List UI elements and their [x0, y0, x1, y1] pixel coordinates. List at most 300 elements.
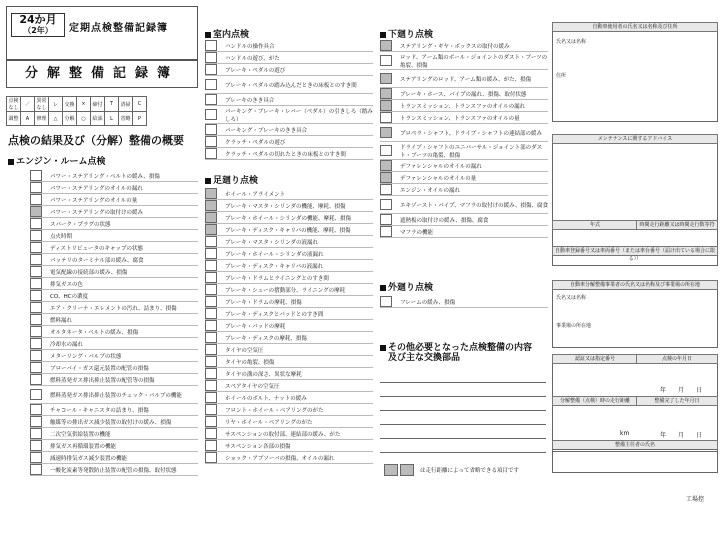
checklist-item [30, 278, 198, 290]
checklist-item [380, 52, 548, 70]
period-months: 24か月 [19, 13, 57, 26]
checkbox[interactable] [205, 272, 217, 283]
legend-cell: レ [49, 97, 63, 112]
checklist-item-label: マフラの機能 [400, 229, 434, 236]
checkbox[interactable] [30, 464, 42, 475]
checklist-item-label: 一酸化炭素等発散防止装置の配管の損傷、取付状態 [50, 467, 177, 474]
checkbox[interactable] [30, 302, 42, 313]
checklist-item-label: 冷却水の漏れ [50, 341, 84, 348]
advice-header: メンテナンスに関するアドバイス [552, 134, 718, 144]
mileage2-header: 分解整備（点検）時の走行距離 [552, 396, 638, 406]
checkbox[interactable] [380, 55, 392, 66]
checklist-item-label: トランスミッション、トランスファのオイルの漏れ [400, 103, 526, 110]
section-square-icon [8, 159, 14, 165]
legend-cell: 分解 [63, 112, 77, 126]
inspector-box [552, 280, 718, 348]
checklist-item [205, 136, 373, 148]
checkbox[interactable] [205, 236, 217, 247]
checkbox[interactable] [205, 200, 217, 211]
checklist-item-label: フロント・ホイール・ベアリングのがた [225, 407, 324, 414]
checklist-item-label: ブレーキ・ペダルの踏み込んだときの床板とのすき間 [225, 82, 357, 89]
checklist-item-label: タイヤの空気圧 [225, 347, 264, 354]
km-label: km [620, 430, 630, 437]
day-text: 日 [696, 387, 703, 394]
checkbox[interactable] [205, 332, 217, 343]
checklist-item-label: ブレーキ・シューの摺動部分、ライニングの摩耗 [225, 287, 346, 294]
write-line[interactable] [380, 438, 546, 439]
checklist-item-label: ロッド、アーム類のボール・ジョイントのダスト・ブーツの亀裂、損傷 [400, 54, 548, 69]
checklist-item-label: ハンドルの操作具合 [225, 43, 275, 50]
checklist-item-label: CO、HCの濃度 [50, 293, 89, 300]
checkbox[interactable] [380, 296, 392, 307]
checklist-item [380, 100, 548, 112]
checklist-item [205, 260, 373, 272]
checklist-item-label: 排気ガス再循環装置の機能 [50, 443, 117, 450]
checklist-item [30, 338, 198, 350]
checkbox[interactable] [205, 356, 217, 367]
checklist-item [380, 40, 548, 52]
checklist-item [30, 254, 198, 266]
checkbox[interactable] [30, 350, 42, 361]
checklist-item [205, 236, 373, 248]
checklist-item [205, 188, 373, 200]
checklist-item-label: チャコール・キャニスタの詰まり、損傷 [50, 407, 149, 414]
checklist-item-label: 減速時排気ガス減少装置の機能 [50, 455, 128, 462]
interior-checklist [205, 40, 373, 160]
legend-cell: ○ [77, 112, 91, 126]
date2-header: 整備完了した年月日 [636, 396, 718, 406]
checkbox[interactable] [30, 182, 42, 193]
checkbox[interactable] [30, 194, 42, 205]
checklist-item [205, 452, 373, 464]
period-badge [11, 13, 65, 37]
section-square-icon [380, 345, 386, 351]
checklist-item-label: ブレーキ・ホース、パイプの漏れ、損傷、取付状態 [400, 91, 527, 98]
section-square-icon [205, 178, 211, 184]
checklist-item [30, 350, 198, 362]
checklist-item [30, 440, 198, 452]
checkbox[interactable] [380, 145, 392, 156]
write-line[interactable] [380, 382, 546, 383]
checklist-item [205, 76, 373, 94]
checklist-item [205, 272, 373, 284]
checkbox[interactable] [30, 389, 42, 400]
checkbox[interactable] [30, 440, 42, 451]
checklist-item-label: パワー・ステアリングのオイルの漏れ [50, 185, 143, 192]
note [384, 464, 519, 476]
checklist-item [205, 428, 373, 440]
legend-cell: 清掃 [119, 97, 133, 112]
section-square-icon [380, 285, 386, 291]
legend-cell: 点検なし [8, 98, 19, 111]
checkbox[interactable] [30, 428, 42, 439]
checklist-item-label: ハンドルの遊び、がた [225, 55, 280, 62]
checklist-item-label: ブレーキ・ディスク・キャリパの機能、摩耗、損傷 [225, 227, 351, 234]
checkbox[interactable] [205, 94, 217, 105]
checklist-item [380, 184, 548, 196]
checkbox[interactable] [30, 206, 42, 217]
checklist-item-label: エキゾースト・パイプ、マフラの取付けの緩み、損傷、腐食 [400, 202, 548, 209]
chief-header: 整備主任者の氏名 [552, 440, 718, 450]
checklist-item-label: ブレーキのきき具合 [225, 97, 275, 104]
legend-cell: 省略 [119, 112, 133, 126]
checkbox[interactable] [205, 440, 217, 451]
parts-section-title [380, 343, 532, 363]
checklist-item-label: ブレーキ・ペダルの遊び [225, 67, 286, 74]
checkbox[interactable] [380, 160, 392, 171]
checklist-item [30, 428, 198, 440]
checklist-item [205, 40, 373, 52]
interior-section-title [205, 27, 249, 40]
checkbox[interactable] [30, 218, 42, 229]
checklist-item [205, 356, 373, 368]
checkbox[interactable] [205, 212, 217, 223]
legend-cell: △ [49, 112, 63, 126]
checklist-item [380, 88, 548, 100]
checklist-item [205, 308, 373, 320]
checklist-item-label: 燃料漏れ [50, 317, 73, 324]
checkbox[interactable] [30, 254, 42, 265]
checklist-item-label: スパーク・プラグの状態 [50, 221, 111, 228]
period-years: （2年） [23, 26, 53, 35]
checkbox[interactable] [30, 326, 42, 337]
checkbox[interactable] [205, 380, 217, 391]
checklist-item-label: デファレンシャルのオイルの量 [400, 175, 477, 182]
checkbox[interactable] [380, 127, 392, 138]
footwork-section-title [205, 173, 258, 186]
legend-cell: 調整 [7, 112, 21, 126]
engine-checklist [30, 170, 198, 476]
checklist-item-label: フレームの緩み、損傷 [400, 299, 456, 306]
checklist-item-label: タイヤの溝の深さ、異状な摩耗 [225, 371, 302, 378]
checkbox[interactable] [205, 392, 217, 403]
checkbox[interactable] [30, 230, 42, 241]
checkbox[interactable] [30, 452, 42, 463]
symbol-legend [6, 96, 147, 126]
checkbox[interactable] [205, 260, 217, 271]
checklist-item-label: トランスミッション、トランスファのオイルの量 [400, 115, 520, 122]
checklist-item [30, 374, 198, 386]
day-text: 日 [696, 432, 703, 439]
user-header: 自動車使用者の氏名又は名称及び住所 [552, 22, 718, 32]
checklist-item-label: オルタネータ・ベルトの緩み、損傷 [50, 329, 139, 336]
checklist-item-label: 排気ガスの色 [50, 281, 84, 288]
inspector-name-label: 氏名又は名称 [556, 295, 587, 301]
checklist-item [380, 70, 548, 88]
checkbox[interactable] [30, 362, 42, 373]
checklist-item [205, 224, 373, 236]
checklist-item [380, 112, 548, 124]
exterior-checklist [380, 296, 548, 308]
checklist-item [205, 344, 373, 356]
checklist-item-label: エンジン・オイルの漏れ [400, 187, 460, 194]
checkbox[interactable] [380, 199, 392, 210]
checklist-item [30, 314, 198, 326]
checkbox[interactable] [205, 124, 217, 135]
checklist-item-label: ステアリング・ギヤ・ボックスの取付の緩み [400, 43, 510, 50]
checklist-item-label: バッテリのターミナル部の緩み、腐食 [50, 257, 144, 264]
record-title: 定期点検整備記録簿 [69, 23, 168, 34]
write-line[interactable] [380, 396, 546, 397]
checklist-item-label: デファレンシャルのオイルの漏れ [400, 163, 482, 170]
checkbox[interactable] [380, 172, 392, 183]
checklist-item-label: スペアタイヤの空気圧 [225, 383, 280, 390]
engine-title-text: エンジン・ルーム点検 [16, 157, 106, 167]
checkbox[interactable] [30, 242, 42, 253]
checklist-item [205, 248, 373, 260]
checkbox[interactable] [205, 224, 217, 235]
section-square-icon [380, 32, 386, 38]
record-header [6, 6, 198, 60]
checkbox[interactable] [205, 284, 217, 295]
checkbox[interactable] [30, 278, 42, 289]
checkbox[interactable] [205, 452, 217, 463]
date-header: 点検の年月日 [636, 354, 718, 364]
checklist-item-label: ブレーキ・ディスクの摩耗、損傷 [225, 335, 307, 342]
checkbox[interactable] [205, 40, 217, 51]
checklist-item-label: プロペラ・シャフト、ドライブ・シャフトの連結部の緩み [400, 130, 542, 137]
checklist-item [380, 160, 548, 172]
checklist-item [205, 440, 373, 452]
checkbox[interactable] [380, 214, 392, 225]
record-subtitle: 分解整備記録簿 [24, 66, 179, 81]
legend-cell: 交換 [63, 97, 77, 112]
month-text: 月 [678, 432, 685, 439]
checklist-item-label: パワー・ステアリング・ベルトの緩み、損傷 [50, 173, 160, 180]
checkbox[interactable] [380, 88, 392, 99]
checklist-item [380, 214, 548, 226]
checkbox[interactable] [205, 416, 217, 427]
checklist-item [30, 302, 198, 314]
checklist-item [205, 368, 373, 380]
checklist-item [205, 320, 373, 332]
checkbox[interactable] [380, 100, 392, 111]
write-line[interactable] [380, 452, 546, 453]
checklist-item [30, 170, 198, 182]
checklist-item [380, 196, 548, 214]
checklist-item [30, 362, 198, 374]
checklist-item [205, 106, 373, 124]
write-line[interactable] [380, 410, 546, 411]
checkbox[interactable] [205, 308, 217, 319]
checkbox[interactable] [30, 416, 42, 427]
location-label: 事業場の所在地 [556, 323, 592, 329]
user-box [552, 22, 718, 122]
checklist-item [30, 326, 198, 338]
checklist-item-label: パワー・ステアリングの取付けの緩み [50, 209, 144, 216]
section-square-icon [205, 32, 211, 38]
checkbox[interactable] [205, 296, 217, 307]
checkbox[interactable] [30, 290, 42, 301]
checklist-item [380, 226, 548, 238]
checklist-item-label: ディストリビュータのキャップの状態 [50, 245, 144, 252]
cert-header: 認証又は指定番号 [552, 354, 638, 364]
checkbox[interactable] [205, 79, 217, 90]
checklist-item [30, 230, 198, 242]
under-title-text: 下廻り点検 [388, 30, 434, 40]
checklist-item-label: ブレーキ・ディスクとパッドとのすき間 [225, 311, 324, 318]
chief-box [552, 449, 718, 473]
checklist-item [380, 172, 548, 184]
interior-title-text: 室内点検 [213, 30, 250, 40]
checklist-item [30, 464, 198, 476]
checklist-item [30, 266, 198, 278]
checklist-item [380, 124, 548, 142]
exterior-title-text: 外廻り点検 [388, 283, 434, 293]
checklist-item-label: パワー・ステアリングのオイルの量 [50, 197, 138, 204]
advice-box [552, 134, 718, 222]
checklist-item-label: クラッチ・ペダルの遊び [225, 139, 286, 146]
shade-swatch [400, 464, 414, 476]
checkbox[interactable] [205, 320, 217, 331]
checklist-item-label: 触媒等の排出ガス減少装置の取付けの緩み、損傷 [50, 419, 172, 426]
checkbox[interactable] [380, 226, 392, 237]
checklist-item [205, 94, 373, 106]
year-text: 年 [660, 387, 667, 394]
legend-cell: T [105, 97, 119, 112]
checklist-item [205, 148, 373, 160]
checklist-item-label: ブレーキ・ホイール・シリンダの機能、摩耗、損傷 [225, 215, 351, 222]
checklist-item [30, 290, 198, 302]
ymd-1 [660, 385, 702, 394]
checklist-item-label: ブレーキ・マスタ・シリンダの液漏れ [225, 239, 319, 246]
checklist-item-label: ドライブ・シャフトのユニバーサル・ジョイント部のダスト・ブーツの亀裂、損傷 [400, 144, 543, 159]
checklist-item [205, 416, 373, 428]
checkbox[interactable] [380, 73, 392, 84]
checklist-item-label: エア・クリーナ・エレメントの汚れ、詰まり、損傷 [50, 305, 177, 312]
checklist-item-label: ブローバイ・ガス還元装置の配管の損傷 [50, 365, 149, 372]
address-label: 住所 [556, 73, 567, 79]
legend-cell: 異常なし [36, 98, 47, 111]
checkbox[interactable] [205, 109, 217, 120]
checklist-item [205, 52, 373, 64]
legend-cell: 修理 [35, 112, 49, 126]
checklist-item-label: ブレーキ・ドラムの摩耗、損傷 [225, 299, 302, 306]
checklist-item [380, 296, 548, 308]
checklist-item [205, 404, 373, 416]
checklist-item [205, 380, 373, 392]
checkbox[interactable] [205, 368, 217, 379]
note-text: は走行距離によって省略できる項目です [420, 468, 520, 474]
shade-swatch [384, 464, 398, 476]
checklist-item [205, 392, 373, 404]
checkbox[interactable] [380, 184, 392, 195]
checklist-item [205, 296, 373, 308]
checkbox[interactable] [30, 404, 42, 415]
checklist-item-label: サスペンション各部の損傷 [225, 443, 291, 450]
checklist-item-label: パーキング・ブレーキのきき具合 [225, 127, 308, 134]
checkbox[interactable] [30, 374, 42, 385]
checklist-item [205, 124, 373, 136]
legend-cell: × [77, 97, 91, 112]
under-checklist [380, 40, 548, 238]
checklist-item-label: 遮熱板の取付けの緩み、損傷、腐食 [400, 217, 489, 224]
footwork-title-text: 足廻り点検 [213, 176, 259, 186]
checkbox[interactable] [380, 40, 392, 51]
legend-cell: P [133, 112, 147, 126]
footwork-checklist [205, 188, 373, 464]
checkbox[interactable] [205, 136, 217, 147]
write-line[interactable] [380, 424, 546, 425]
checklist-item [205, 212, 373, 224]
checklist-item-label: 二次空気供給装置の機能 [50, 431, 111, 438]
legend-cell: ／ [21, 97, 35, 112]
month-text: 月 [678, 387, 685, 394]
checkbox[interactable] [205, 188, 217, 199]
checkbox[interactable] [30, 266, 42, 277]
checklist-item-label: ブレーキ・パッドの摩耗 [225, 323, 286, 330]
checkbox[interactable] [205, 148, 217, 159]
checklist-item-label: リヤ・ホイール・ベアリングのがた [225, 419, 313, 426]
mileage-header: 時間走行距離又は時間走行数等符 [636, 220, 718, 230]
legend-cell: 締付 [91, 97, 105, 112]
checklist-item [30, 386, 198, 404]
checklist-item-label: ホイールのボルト、ナットの緩み [225, 395, 307, 402]
checkbox[interactable] [30, 170, 42, 181]
legend-cell: L [105, 112, 119, 126]
checklist-item-label: サスペンションの取付部、連結部の緩み、がた [225, 431, 341, 438]
legend-cell: 給油 [91, 112, 105, 126]
legend-cell: A [21, 112, 35, 126]
checklist-item [205, 284, 373, 296]
checklist-item-label: メターリング・バルブの状態 [50, 353, 122, 360]
parts-title-line1: その他必要となった点検整備の内容 [388, 343, 533, 353]
checklist-item [30, 218, 198, 230]
checklist-item-label: 電気配線の接続部の緩み、損傷 [50, 269, 128, 276]
checklist-item [380, 142, 548, 160]
parts-title-line2: 及び主な交換部品 [388, 353, 461, 363]
checkbox[interactable] [30, 314, 42, 325]
checklist-item-label: 燃料蒸発ガス排出抑止装置の配管等の損傷 [50, 377, 155, 384]
year-header: 年式 [552, 220, 638, 230]
exterior-section-title [380, 280, 433, 293]
checklist-item [30, 452, 198, 464]
checkbox[interactable] [205, 344, 217, 355]
checkbox[interactable] [205, 248, 217, 259]
under-section-title [380, 27, 433, 40]
record-subtitle-box [6, 60, 198, 88]
checklist-item-label: パーキング・ブレーキ・レバー（ペダル）の引きしろ（踏みしろ） [225, 108, 373, 123]
checklist-item [30, 194, 198, 206]
checkbox[interactable] [380, 112, 392, 123]
checkbox[interactable] [30, 338, 42, 349]
checkbox[interactable] [205, 428, 217, 439]
reg-header: 自動車登録番号又は車両番号（または車台番号（届け出ている場合に限る）） [552, 246, 718, 256]
checklist-item-label: ブレーキ・ディスク・キャリパの液漏れ [225, 263, 324, 270]
checkbox[interactable] [205, 64, 217, 75]
checklist-item [30, 242, 198, 254]
footer-label: 工場控 [686, 496, 705, 503]
checklist-item [205, 64, 373, 76]
engine-section-title [8, 154, 106, 167]
checklist-item-label: ホイール・アライメント [225, 191, 286, 198]
checklist-item-label: ステアリングのロッド、アーム類の緩み、がた、損傷 [400, 76, 532, 83]
checklist-item [30, 182, 198, 194]
inspector-header: 自動車分解整備事業者の氏名又は名称及び事業場の所在地 [552, 280, 718, 290]
checklist-item [30, 206, 198, 218]
legend-cell: C [133, 97, 147, 112]
checklist-item-label: 点火時期 [50, 233, 73, 240]
checklist-item [205, 200, 373, 212]
checklist-item-label: ブレーキ・マスタ・シリンダの機能、摩耗、損傷 [225, 203, 346, 210]
checklist-item-label: ショック・アブソーバの損傷、オイルの漏れ [225, 455, 335, 462]
checklist-item-label: ブレーキ・ホイール・シリンダの液漏れ [225, 251, 324, 258]
checkbox[interactable] [205, 52, 217, 63]
summary-title: 点検の結果及び（分解）整備の概要 [8, 134, 184, 147]
year-text: 年 [660, 432, 667, 439]
checklist-item-label: クラッチ・ペダルの切れたときの床板とのすき間 [225, 151, 346, 158]
checkbox[interactable] [205, 404, 217, 415]
